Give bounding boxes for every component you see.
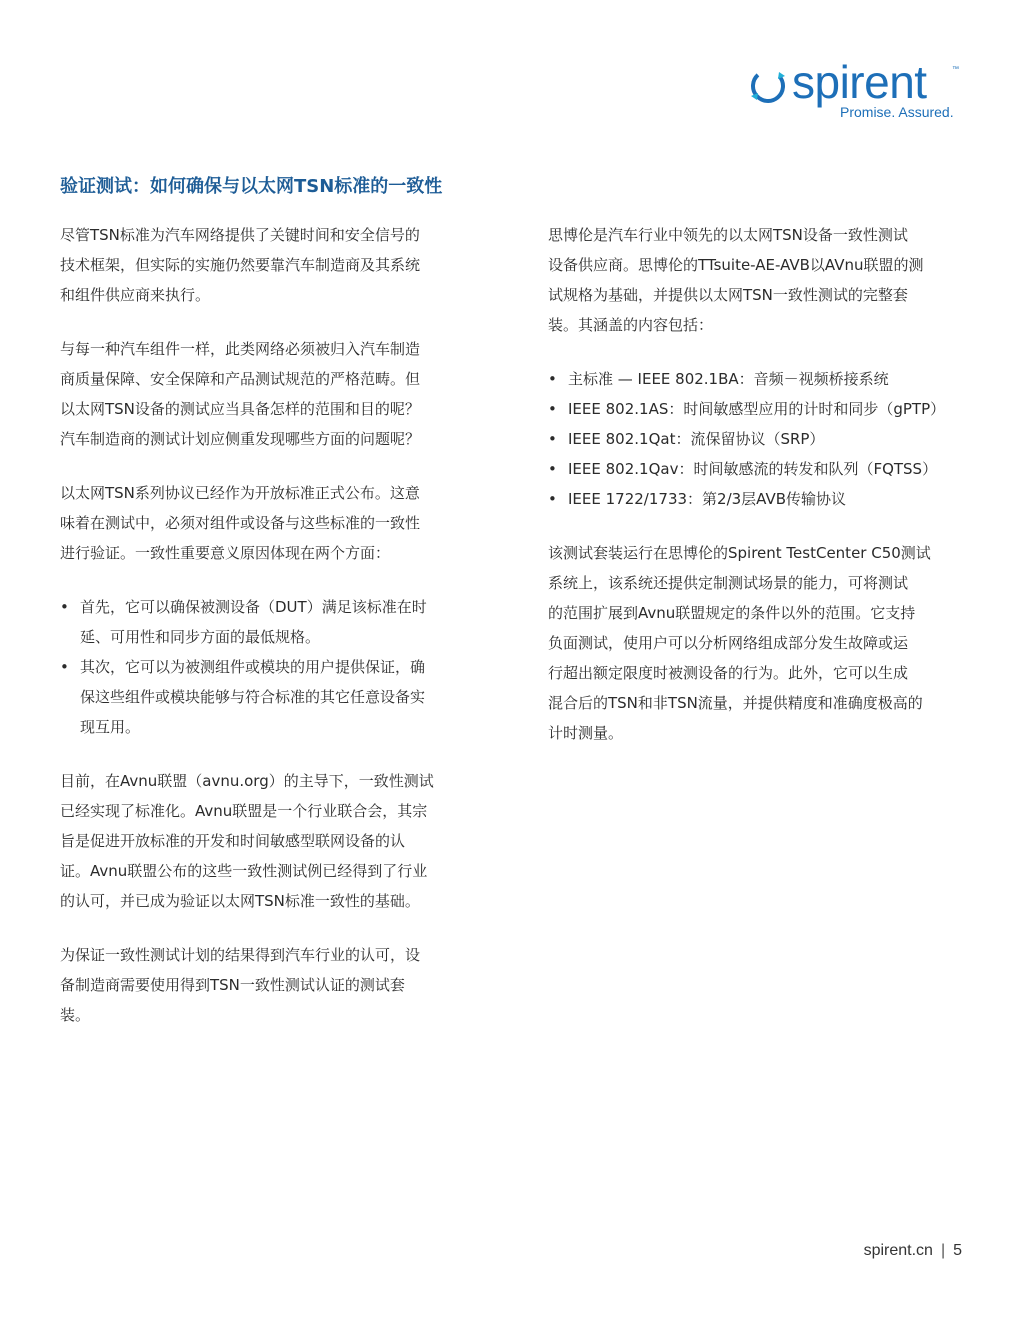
bullet-icon: • (548, 430, 557, 448)
text-line: 商质量保障、安全保障和产品测试规范的严格范畴。但 (60, 370, 421, 388)
bullet-icon: • (60, 658, 69, 676)
text-line: 的认可，并已成为验证以太网TSN标准一致性的基础。 (60, 892, 420, 910)
paragraph-avnu (60, 766, 475, 916)
bullet-icon: • (548, 460, 557, 478)
paragraph-testcenter (548, 538, 966, 748)
text-line: 进行验证。一致性重要意义原因体现在两个方面： (60, 544, 391, 562)
bullet-icon: • (548, 400, 557, 418)
text-line: 和组件供应商来执行。 (60, 286, 211, 304)
text-line: 行超出额定限度时被测设备的行为。此外，它可以生成 (548, 664, 909, 682)
text-line: IEEE 802.1Qat：流保留协议（SRP） (568, 430, 825, 448)
coverage-list (548, 364, 966, 514)
text-line: 技术框架，但实际的实施仍然要靠汽车制造商及其系统 (60, 256, 421, 274)
spirent-logo (748, 58, 968, 124)
paragraph-certified-suite (60, 940, 475, 1030)
list-item (548, 364, 966, 394)
page-footer (864, 1242, 962, 1260)
logo-wordmark: spirent (792, 56, 927, 108)
paragraph-scope (60, 334, 475, 454)
text-line: 已经实现了标准化。Avnu联盟是一个行业联合会，其宗 (60, 802, 428, 820)
logo-tagline: Promise. Assured. (840, 104, 954, 120)
text-line: 现互用。 (80, 718, 141, 736)
section-title: 验证测试：如何确保与以太网TSN标准的一致性 (60, 176, 443, 197)
text-line: IEEE 802.1Qav：时间敏感流的转发和队列（FQTSS） (568, 460, 938, 478)
list-item (548, 394, 966, 424)
text-line: 负面测试，使用户可以分析网络组成部分发生故障或运 (548, 634, 909, 652)
text-line: 保这些组件或模块能够与符合标准的其它任意设备实 (80, 688, 426, 706)
paragraph-open-standard (60, 478, 475, 568)
text-line: 目前，在Avnu联盟（avnu.org）的主导下，一致性测试 (60, 772, 434, 790)
list-item (60, 652, 475, 742)
text-line: 装。 (60, 1006, 91, 1024)
text-line: 装。其涵盖的内容包括： (548, 316, 714, 334)
page-number: 5 (953, 1242, 962, 1259)
bullet-icon: • (60, 598, 69, 616)
right-column (548, 220, 966, 772)
text-line: 以太网TSN设备的测试应当具备怎样的范围和目的呢？ (60, 400, 420, 418)
bullet-icon: • (548, 370, 557, 388)
logo-trademark: ™ (952, 66, 959, 73)
paragraph-intro (60, 220, 475, 310)
text-line: 的范围扩展到Avnu联盟规定的条件以外的范围。它支持 (548, 604, 916, 622)
text-line: 思博伦是汽车行业中领先的以太网TSN设备一致性测试 (548, 226, 908, 244)
list-item (548, 424, 966, 454)
text-line: IEEE 802.1AS：时间敏感型应用的计时和同步（gPTP） (568, 400, 946, 418)
list-item (60, 592, 475, 652)
spirent-logo-mark-icon (748, 66, 788, 106)
text-line: 旨是促进开放标准的开发和时间敏感型联网设备的认 (60, 832, 406, 850)
text-line: 与每一种汽车组件一样，此类网络必须被归入汽车制造 (60, 340, 421, 358)
text-line: IEEE 1722/1733：第2/3层AVB传输协议 (568, 490, 847, 508)
footer-site-link[interactable]: spirent.cn (863, 1242, 933, 1259)
text-line: 备制造商需要使用得到TSN一致性测试认证的测试套 (60, 976, 405, 994)
conformance-reasons-list (60, 592, 475, 742)
text-line: 证。Avnu联盟公布的这些一致性测试例已经得到了行业 (60, 862, 428, 880)
left-column (60, 220, 475, 1054)
list-item (548, 454, 966, 484)
text-line: 尽管TSN标准为汽车网络提供了关键时间和安全信号的 (60, 226, 420, 244)
text-line: 延、可用性和同步方面的最低规格。 (80, 628, 321, 646)
text-line: 该测试套装运行在思博伦的Spirent TestCenter C50测试 (548, 544, 931, 562)
text-line: 主标准 — IEEE 802.1BA：音频－视频桥接系统 (568, 370, 889, 388)
text-line: 混合后的TSN和非TSN流量，并提供精度和准确度极高的 (548, 694, 923, 712)
text-line: 计时测量。 (548, 724, 624, 742)
text-line: 汽车制造商的测试计划应侧重发现哪些方面的问题呢？ (60, 430, 421, 448)
footer-separator: | (940, 1242, 946, 1259)
paragraph-spirent-intro (548, 220, 966, 340)
bullet-icon: • (548, 490, 557, 508)
text-line: 其次，它可以为被测组件或模块的用户提供保证，确 (80, 658, 426, 676)
text-line: 以太网TSN系列协议已经作为开放标准正式公布。这意 (60, 484, 420, 502)
text-line: 味着在测试中，必须对组件或设备与这些标准的一致性 (60, 514, 421, 532)
text-line: 试规格为基础，并提供以太网TSN一致性测试的完整套 (548, 286, 908, 304)
text-line: 为保证一致性测试计划的结果得到汽车行业的认可，设 (60, 946, 421, 964)
text-line: 系统上，该系统还提供定制测试场景的能力，可将测试 (548, 574, 909, 592)
text-line: 设备供应商。思博伦的TTsuite-AE-AVB以AVnu联盟的测 (548, 256, 924, 274)
list-item (548, 484, 966, 514)
text-line: 首先，它可以确保被测设备（DUT）满足该标准在时 (80, 598, 427, 616)
